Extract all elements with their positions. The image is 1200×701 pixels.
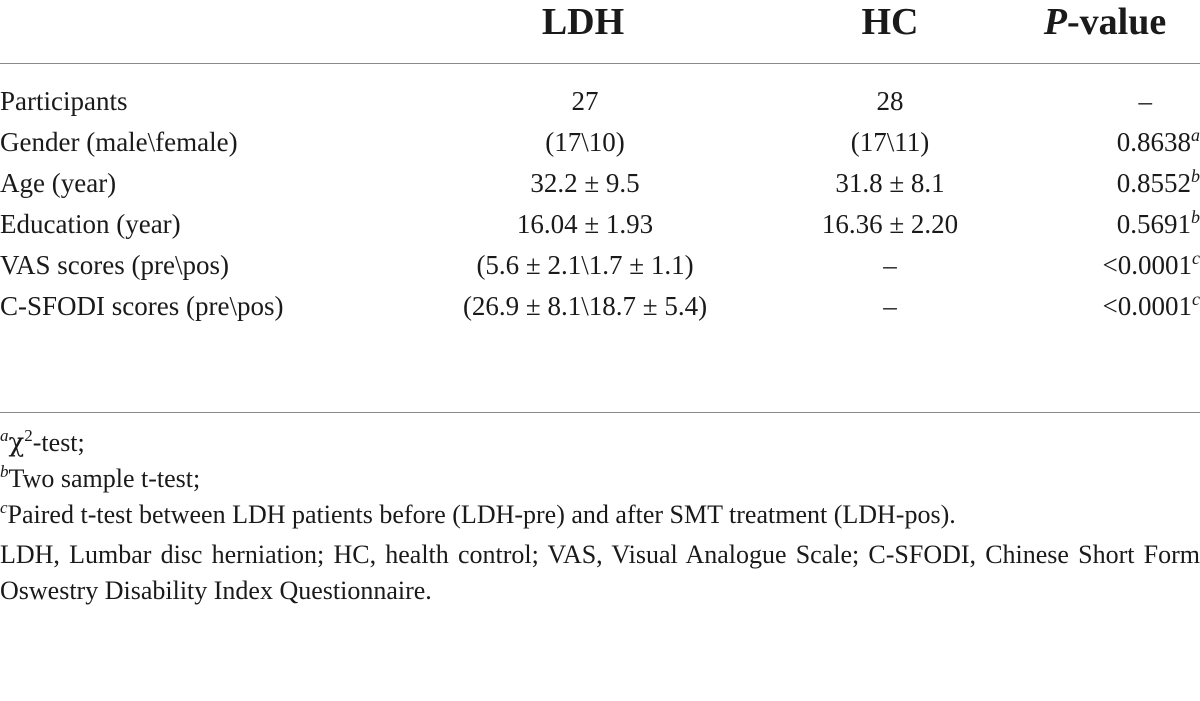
table-row xyxy=(0,243,1200,287)
cell-ldh: (26.9 ± 8.1\18.7 ± 5.4) xyxy=(462,291,708,321)
p-value-text: 0.8552 xyxy=(1116,168,1191,198)
header-p-rest: -value xyxy=(1067,1,1167,43)
cell-ldh: (5.6 ± 2.1\1.7 ± 1.1) xyxy=(476,250,694,280)
footnote-b-text: Two sample t-test; xyxy=(8,464,201,493)
cell-ldh: 16.04 ± 1.93 xyxy=(516,209,654,239)
footnote-c-mark: c xyxy=(0,498,8,517)
row-label: VAS scores (pre\pos) xyxy=(0,250,229,280)
footnote-a-mark: a xyxy=(0,426,9,445)
cell-p-value xyxy=(1010,120,1200,164)
cell-hc: – xyxy=(883,291,897,321)
footnote-a xyxy=(0,425,1200,461)
p-value-footnote-mark: a xyxy=(1191,125,1200,145)
table-footnotes xyxy=(0,425,1200,609)
table-row xyxy=(0,120,1200,164)
cell-p-value xyxy=(1010,243,1200,287)
cell-p-value xyxy=(1010,202,1200,246)
p-value-text: <0.0001 xyxy=(1102,250,1192,280)
p-value-text: 0.8638 xyxy=(1116,127,1191,157)
header-p-value xyxy=(1010,0,1200,70)
cell-hc: 31.8 ± 8.1 xyxy=(835,168,945,198)
table-row xyxy=(0,161,1200,205)
p-value-text: – xyxy=(1138,86,1152,116)
row-label: Gender (male\female) xyxy=(0,127,238,157)
table-header-row xyxy=(0,0,1200,70)
top-rule xyxy=(0,63,1200,64)
table-row xyxy=(0,79,1200,123)
footnote-a-power: 2 xyxy=(24,426,33,445)
table-row xyxy=(0,284,1200,328)
cell-hc: 16.36 ± 2.20 xyxy=(821,209,959,239)
p-value-text: 0.5691 xyxy=(1116,209,1191,239)
cell-ldh: 32.2 ± 9.5 xyxy=(530,168,640,198)
p-value-footnote-mark: b xyxy=(1191,207,1200,227)
cell-p-value xyxy=(1010,284,1200,328)
footnote-a-chi: χ xyxy=(8,428,25,458)
bottom-rule xyxy=(0,412,1200,413)
footnote-b-mark: b xyxy=(0,462,9,481)
cell-p-value xyxy=(1010,79,1200,123)
p-value-text: <0.0001 xyxy=(1102,291,1192,321)
header-p-italic: P xyxy=(1043,1,1067,43)
row-label: Education (year) xyxy=(0,209,181,239)
footnote-abbreviations: LDH, Lumbar disc herniation; HC, health control; VAS, Visual Analogue Scale; C-SFODI, Chinese Short Form Oswestry Disability Index Questionnaire. xyxy=(0,540,1200,605)
cell-ldh: (17\10) xyxy=(545,127,625,157)
cell-hc: – xyxy=(883,250,897,280)
footnote-c-text: Paired t-test between LDH patients before (LDH-pre) and after SMT treatment (LDH-pos). xyxy=(7,500,956,529)
cell-p-value xyxy=(1010,161,1200,205)
row-label: Age (year) xyxy=(0,168,117,198)
p-value-footnote-mark: c xyxy=(1192,248,1200,268)
row-label: C-SFODI scores (pre\pos) xyxy=(0,291,284,321)
cell-hc: 28 xyxy=(876,86,904,116)
header-hc: HC xyxy=(861,1,919,43)
p-value-footnote-mark: b xyxy=(1191,166,1200,186)
row-label: Participants xyxy=(0,86,128,116)
cell-ldh: 27 xyxy=(571,86,599,116)
cell-hc: (17\11) xyxy=(850,127,930,157)
header-ldh: LDH xyxy=(541,1,625,43)
p-value-footnote-mark: c xyxy=(1192,289,1200,309)
table-row xyxy=(0,202,1200,246)
footnote-b xyxy=(0,461,1200,497)
footnote-c xyxy=(0,497,1200,533)
footnote-a-text: -test; xyxy=(32,428,85,457)
